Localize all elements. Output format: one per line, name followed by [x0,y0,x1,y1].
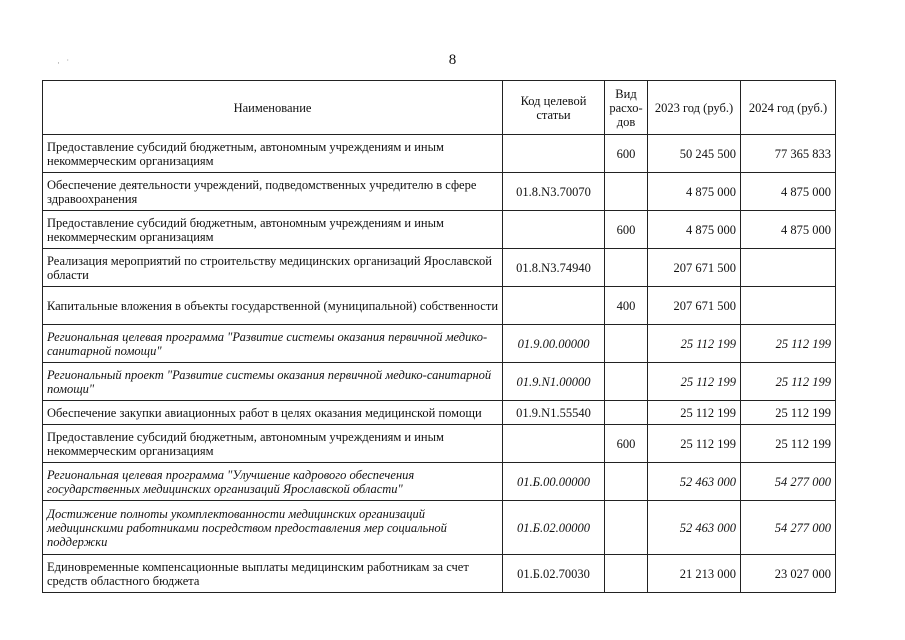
cell-name: Обеспечение деятельности учреждений, подведомственных учредителю в сфере здравоохранения [43,173,503,211]
cell-name: Региональная целевая программа "Развитие системы оказания первичной медико-санитарной помощи" [43,325,503,363]
table-row [43,463,836,501]
cell-name: Капитальные вложения в объекты государственной (муниципальной) собственности [43,287,503,325]
cell-2023: 25 112 199 [648,401,741,425]
cell-code: 01.9.00.00000 [503,325,605,363]
cell-kind [605,173,648,211]
cell-2023: 21 213 000 [648,555,741,593]
cell-2023: 25 112 199 [648,363,741,401]
cell-code: 01.Б.02.70030 [503,555,605,593]
cell-2023: 52 463 000 [648,501,741,555]
cell-code: 01.8.N3.74940 [503,249,605,287]
cell-kind: 400 [605,287,648,325]
cell-kind [605,501,648,555]
cell-kind [605,363,648,401]
table-header-row [43,81,836,135]
cell-name: Предоставление субсидий бюджетным, автономным учреждениям и иным некоммерческим организациям [43,135,503,173]
cell-2024: 25 112 199 [741,363,836,401]
scan-speck: · ˙ [57,58,72,68]
cell-kind [605,401,648,425]
cell-name: Предоставление субсидий бюджетным, автономным учреждениям и иным некоммерческим организациям [43,211,503,249]
cell-kind: 600 [605,425,648,463]
cell-name: Региональная целевая программа "Улучшение кадрового обеспечения государственных медицинских организаций Ярославской области" [43,463,503,501]
cell-code: 01.9.N1.00000 [503,363,605,401]
cell-code [503,287,605,325]
table-row [43,555,836,593]
table-row [43,501,836,555]
cell-kind [605,555,648,593]
page-number: 8 [448,52,457,68]
cell-2024: 25 112 199 [741,401,836,425]
cell-kind: 600 [605,135,648,173]
cell-2024: 25 112 199 [741,425,836,463]
cell-2024: 77 365 833 [741,135,836,173]
table-row [43,249,836,287]
cell-name: Достижение полноты укомплектованности медицинских организаций медицинскими работниками посредством предоставления мер социальной поддержки [43,501,503,555]
table-row [43,211,836,249]
table-row [43,425,836,463]
budget-table [42,80,836,593]
cell-name: Предоставление субсидий бюджетным, автономным учреждениям и иным некоммерческим организациям [43,425,503,463]
table-row [43,363,836,401]
cell-2024 [741,249,836,287]
cell-name: Региональный проект "Развитие системы оказания первичной медико-санитарной помощи" [43,363,503,401]
cell-code [503,135,605,173]
cell-2024: 4 875 000 [741,211,836,249]
column-header-kind: Вид расхо-дов [605,81,648,135]
cell-2023: 4 875 000 [648,211,741,249]
table-row [43,401,836,425]
cell-kind [605,463,648,501]
cell-2023: 207 671 500 [648,287,741,325]
cell-2023: 25 112 199 [648,425,741,463]
cell-2024: 23 027 000 [741,555,836,593]
column-header-2024: 2024 год (руб.) [741,81,836,135]
cell-code [503,425,605,463]
table-row [43,135,836,173]
cell-2023: 207 671 500 [648,249,741,287]
cell-code [503,211,605,249]
cell-kind [605,249,648,287]
cell-code: 01.Б.00.00000 [503,463,605,501]
cell-name: Единовременные компенсационные выплаты медицинским работникам за счет средств областного бюджета [43,555,503,593]
cell-kind: 600 [605,211,648,249]
column-header-2023: 2023 год (руб.) [648,81,741,135]
cell-code: 01.8.N3.70070 [503,173,605,211]
column-header-code: Код целевой статьи [503,81,605,135]
cell-code: 01.Б.02.00000 [503,501,605,555]
cell-2023: 4 875 000 [648,173,741,211]
cell-2023: 25 112 199 [648,325,741,363]
cell-2024: 25 112 199 [741,325,836,363]
cell-2023: 52 463 000 [648,463,741,501]
cell-name: Реализация мероприятий по строительству медицинских организаций Ярославской области [43,249,503,287]
table-row [43,173,836,211]
table-row [43,325,836,363]
cell-2024: 54 277 000 [741,501,836,555]
cell-code: 01.9.N1.55540 [503,401,605,425]
cell-2024 [741,287,836,325]
cell-name: Обеспечение закупки авиационных работ в целях оказания медицинской помощи [43,401,503,425]
table-row [43,287,836,325]
cell-2024: 4 875 000 [741,173,836,211]
cell-kind [605,325,648,363]
column-header-name: Наименование [43,81,503,135]
cell-2023: 50 245 500 [648,135,741,173]
cell-2024: 54 277 000 [741,463,836,501]
